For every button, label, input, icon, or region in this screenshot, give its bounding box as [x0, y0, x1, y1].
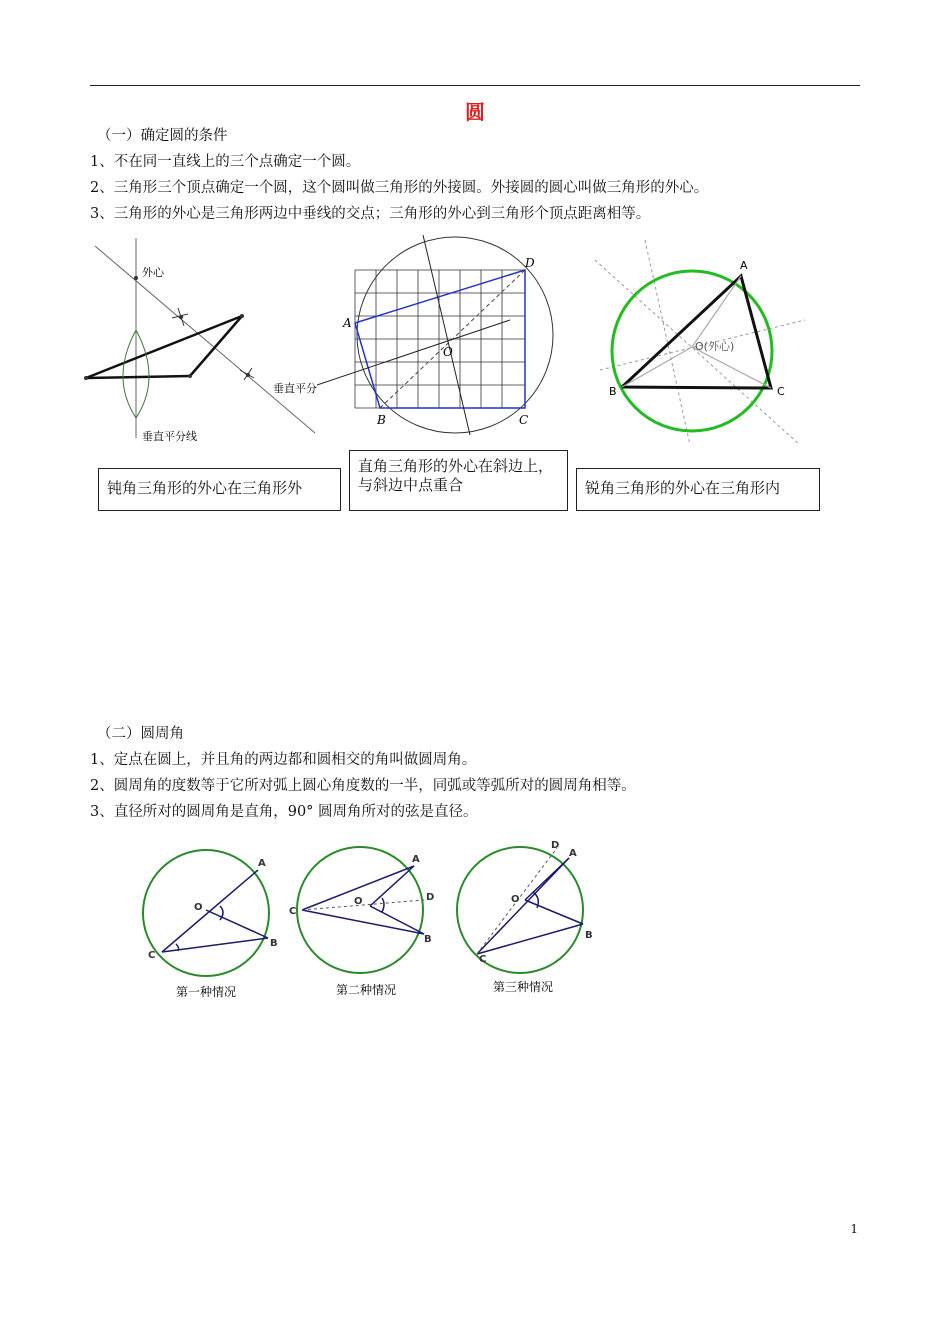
label-B: B: [424, 934, 432, 945]
label-C: C: [519, 413, 529, 427]
section2-item-3: 3、直径所对的圆周角是直角，90° 圆周角所对的弦是直径。: [90, 804, 478, 820]
label-D: D: [525, 256, 535, 270]
label-bisector-2: 垂直平分线: [142, 430, 197, 443]
section2-item-1: 1、定点在圆上，并且角的两边都和圆相交的角叫做圆周角。: [90, 752, 477, 768]
label-C: C: [777, 385, 785, 398]
section1-item-3: 3、三角形的外心是三角形两边中垂线的交点；三角形的外心到三角形个顶点距离相等。: [90, 206, 651, 222]
section1-item-2: 2、三角形三个顶点确定一个圆，这个圆叫做三角形的外接圆。外接圆的圆心叫做三角形的外心。: [90, 180, 709, 196]
label-D: D: [551, 840, 560, 851]
label-O: O: [511, 894, 520, 905]
figure-right-triangle: [335, 235, 575, 435]
caption-obtuse: 钝角三角形的外心在三角形外: [98, 468, 341, 511]
label-O: O: [194, 902, 203, 913]
label-C: C: [148, 950, 156, 961]
label-B: B: [585, 930, 593, 941]
figure-case-3: [455, 838, 605, 1003]
page-number: 1: [850, 1222, 858, 1236]
caption-right: 直角三角形的外心在斜边上，与斜边中点重合: [349, 450, 568, 511]
label-B: B: [270, 938, 278, 949]
figure-obtuse-triangle: [80, 238, 325, 448]
label-O: O(外心): [695, 340, 735, 353]
section2-item-2: 2、圆周角的度数等于它所对弧上圆心角度数的一半，同弧或等弧所对的圆周角相等。: [90, 778, 636, 794]
caption-acute: 锐角三角形的外心在三角形内: [576, 468, 820, 511]
header-rule: [90, 85, 860, 86]
label-C: C: [289, 906, 297, 917]
label-B: B: [609, 385, 617, 398]
label-A: A: [740, 259, 748, 272]
caption-case-1: 第一种情况: [176, 985, 237, 999]
label-O: O: [443, 345, 453, 359]
section2-heading: （二）圆周角: [97, 726, 184, 742]
figure-case-2: [288, 838, 438, 1003]
section1-heading: （一）确定圆的条件: [97, 128, 228, 144]
caption-case-3: 第三种情况: [493, 980, 554, 994]
label-C: C: [479, 954, 487, 965]
label-B: B: [377, 413, 386, 427]
label-outer-center: 外心: [142, 266, 164, 279]
label-A: A: [258, 858, 266, 869]
label-A: A: [569, 848, 577, 859]
caption-case-2: 第二种情况: [336, 983, 397, 997]
page-title: 圆: [465, 100, 485, 124]
label-O: O: [354, 896, 363, 907]
label-A: A: [412, 854, 420, 865]
figure-acute-triangle: [595, 235, 810, 450]
figure-case-1: [140, 840, 280, 1005]
label-bisector-1: 垂直平分: [273, 382, 317, 395]
label-D: D: [426, 892, 435, 903]
label-A: A: [343, 316, 352, 330]
section1-item-1: 1、不在同一直线上的三个点确定一个圆。: [90, 154, 361, 170]
